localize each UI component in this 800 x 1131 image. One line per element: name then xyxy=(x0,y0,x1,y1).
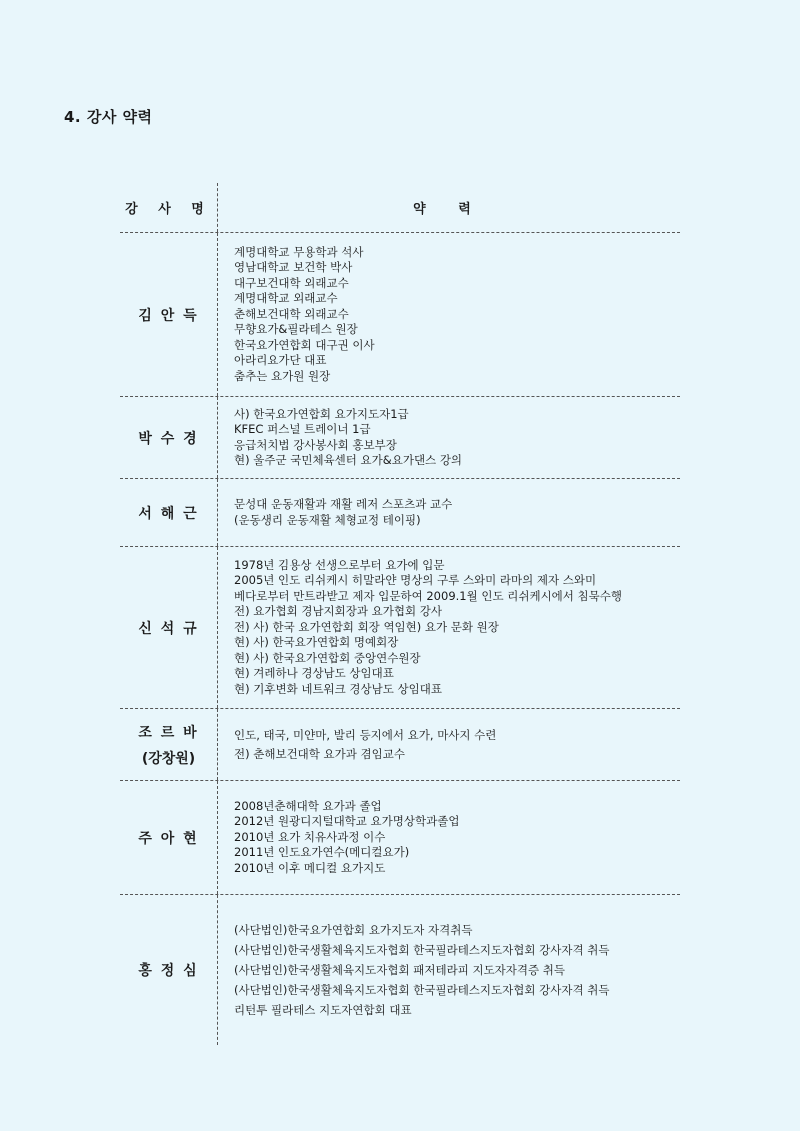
career-line: 전) 춘해보건대학 요가과 겸임교수 xyxy=(234,746,405,761)
career-line: 2012년 원광디지털대학교 요가명상학과졸업 xyxy=(234,814,460,829)
career-line: 베다로부터 만트라받고 제자 입문하여 2009.1월 인도 리쉬케시에서 침묵수행 xyxy=(234,588,622,603)
career-line: 현) 겨레하나 경상남도 상임대표 xyxy=(234,666,394,681)
section-title: 4. 강사 약력 xyxy=(64,108,153,126)
career-line: 2005년 인도 리쉬케시 히말라얀 명상의 구루 스와미 라마의 제자 스와미 xyxy=(234,573,597,588)
instructor-name: 서 해 근 xyxy=(120,479,218,546)
table-row xyxy=(120,397,680,479)
table-row xyxy=(120,781,680,895)
career-line: 전) 요가협회 경남지회장과 요가협회 강사 xyxy=(234,604,442,619)
career-list xyxy=(218,397,680,478)
instructor-name: 박 수 경 xyxy=(120,397,218,478)
career-list xyxy=(218,895,680,1045)
career-line: 아라리요가단 대표 xyxy=(234,353,327,368)
career-line: 무향요가&필라테스 원장 xyxy=(234,322,358,337)
career-line: 전) 사) 한국 요가연합회 회장 역임현) 요가 문화 원장 xyxy=(234,619,499,634)
career-line: 현) 울주군 국민체육센터 요가&요가댄스 강의 xyxy=(234,453,463,467)
career-line: 리턴투 필라테스 지도자연합회 대표 xyxy=(234,1003,412,1017)
career-line: 춤추는 요가원 원장 xyxy=(234,368,331,383)
table-row xyxy=(120,709,680,781)
table-row xyxy=(120,547,680,709)
career-line: (사단법인)한국생활체육지도자협회 한국필라테스지도자협회 강사자격 취득 xyxy=(234,983,610,997)
career-line: 문성대 운동재활과 재활 레저 스포츠과 교수 xyxy=(234,497,453,511)
career-line: 1978년 김용상 선생으로부터 요가에 입문 xyxy=(234,557,445,572)
instructor-alias: (강창원) xyxy=(141,750,196,767)
instructor-name: 홍 정 심 xyxy=(120,895,218,1045)
career-line: (사단법인)한국요가연합회 요가지도자 자격취득 xyxy=(234,923,473,937)
career-list xyxy=(218,709,680,780)
career-line: 한국요가연합회 대구권 이사 xyxy=(234,337,375,352)
instructor-name: 김 안 득 xyxy=(120,233,218,396)
career-line: (사단법인)한국생활체육지도자협회 한국필라테스지도자협회 강사자격 취득 xyxy=(234,943,610,957)
instructor-name: 신 석 규 xyxy=(120,547,218,708)
career-line: 계명대학교 무용학과 석사 xyxy=(234,244,364,259)
career-line: 현) 사) 한국요가연합회 명예회장 xyxy=(234,635,399,650)
career-line: 현) 기후변화 네트워크 경상남도 상임대표 xyxy=(234,681,442,696)
table-row xyxy=(120,895,680,1045)
table-row xyxy=(120,479,680,547)
instructor-table xyxy=(120,183,680,1045)
header-name: 강 사 명 xyxy=(120,183,218,232)
header-career: 약 력 xyxy=(413,202,485,217)
instructor-name: 조 르 바 (강창원) xyxy=(120,709,218,780)
career-line: 2010년 이후 메디컬 요가지도 xyxy=(234,860,386,875)
table-row xyxy=(120,233,680,397)
career-line: 인도, 태국, 미얀마, 발리 등지에서 요가, 마사지 수련 xyxy=(234,727,497,742)
career-line: KFEC 퍼스널 트레이너 1급 xyxy=(234,422,371,436)
career-line: 영남대학교 보건학 박사 xyxy=(234,260,353,275)
career-line: 2008년춘해대학 요가과 졸업 xyxy=(234,798,382,813)
career-line: 응급처치법 강사봉사회 홍보부장 xyxy=(234,437,397,452)
career-line: (운동생리 운동재활 체형교정 테이핑) xyxy=(234,512,421,527)
instructor-name: 주 아 현 xyxy=(120,781,218,894)
career-list xyxy=(218,233,680,396)
table-header xyxy=(120,183,680,233)
career-line: 2011년 인도요가연수(메디컬요가) xyxy=(234,845,410,860)
career-list xyxy=(218,479,680,546)
career-line: 2010년 요가 치유사과정 이수 xyxy=(234,829,386,844)
career-line: 사) 한국요가연합회 요가지도자1급 xyxy=(234,406,409,421)
career-list xyxy=(218,781,680,894)
career-list xyxy=(218,547,680,708)
career-line: 계명대학교 외래교수 xyxy=(234,291,338,306)
career-line: 춘해보건대학 외래교수 xyxy=(234,306,349,321)
career-line: (사단법인)한국생활체육지도자협회 패저테라피 지도자자격증 취득 xyxy=(234,963,565,977)
career-line: 대구보건대학 외래교수 xyxy=(234,275,349,290)
career-line: 현) 사) 한국요가연합회 중앙연수원장 xyxy=(234,650,421,665)
